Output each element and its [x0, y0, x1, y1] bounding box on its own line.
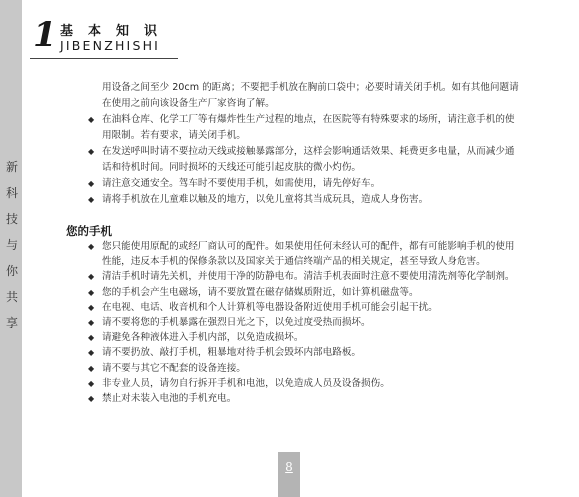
sidebar-char: 共 — [5, 290, 18, 304]
sidebar-vertical-slogan — [5, 160, 19, 342]
diamond-bullet-icon: ◆ — [88, 394, 95, 404]
chapter-pinyin: JIBENZHISHI — [60, 38, 161, 53]
list-item — [86, 391, 524, 406]
diamond-bullet-icon: ◆ — [88, 302, 95, 312]
list-item — [86, 144, 524, 176]
sidebar-char: 新 — [5, 160, 18, 174]
list-item-text: 请将手机放在儿童难以触及的地方，以免儿童将其当成玩具，造成人身伤害。 — [102, 194, 429, 205]
list-item — [86, 300, 524, 315]
list-item — [86, 345, 524, 360]
diamond-bullet-icon: ◆ — [88, 147, 95, 156]
chapter-number: 1 — [33, 15, 57, 55]
list-item — [86, 176, 524, 192]
list-item-text: 在电视、电话、收音机和个人计算机等电器设备附近使用手机可能会引起干扰。 — [102, 301, 438, 313]
list-item-text: 非专业人员，请勿自行拆开手机和电池，以免造成人员及设备损伤。 — [102, 377, 390, 389]
chapter-title: 基本知识 — [60, 24, 173, 39]
list-item — [86, 361, 524, 376]
list-item — [86, 269, 524, 284]
diamond-bullet-icon: ◆ — [88, 287, 95, 297]
diamond-bullet-icon: ◆ — [88, 318, 95, 328]
list-item-text: 请不要与其它不配套的设备连接。 — [102, 362, 246, 374]
list-item-text: 请注意交通安全。驾车时不要使用手机，如需使用，请先停好车。 — [102, 178, 381, 189]
diamond-bullet-icon: ◆ — [88, 378, 95, 388]
list-item — [86, 112, 524, 144]
sidebar-char: 享 — [5, 316, 18, 330]
diamond-bullet-icon: ◆ — [88, 115, 95, 124]
sidebar-char: 技 — [5, 212, 18, 226]
diamond-bullet-icon: ◆ — [88, 348, 95, 358]
diamond-bullet-icon: ◆ — [88, 242, 95, 251]
diamond-bullet-icon: ◆ — [88, 179, 95, 188]
list-item-text: 禁止对未装入电池的手机充电。 — [102, 393, 237, 405]
your-phone-section — [86, 239, 524, 406]
sidebar-char: 与 — [5, 238, 18, 252]
sidebar-char: 科 — [5, 186, 18, 200]
page-number-tab — [278, 452, 300, 497]
diamond-bullet-icon: ◆ — [88, 195, 95, 204]
header-divider — [30, 58, 178, 59]
page-number: 8 — [285, 460, 293, 474]
list-item-text: 请不要将您的手机暴露在强烈日光之下，以免过度受热而损坏。 — [102, 317, 371, 329]
list-item — [86, 330, 524, 345]
section-heading-your-phone: 您的手机 — [66, 224, 112, 238]
diamond-bullet-icon: ◆ — [88, 333, 95, 343]
list-item — [86, 192, 524, 208]
list-item-text: 清洁手机时请先关机，并使用干净的防静电布。清洁手机表面时注意不要使用清洗剂等化学制剂。 — [102, 271, 515, 283]
sidebar-char: 你 — [5, 264, 18, 278]
list-item — [86, 239, 524, 269]
diamond-bullet-icon: ◆ — [88, 363, 95, 373]
list-item-text: 请避免各种液体进入手机内部，以免造成损坏。 — [102, 332, 304, 344]
safety-notes-section — [86, 80, 524, 208]
list-item — [86, 315, 524, 330]
list-item — [86, 80, 524, 112]
list-item-text: 在发送呼叫时请不要拉动天线或接触暴露部分，这样会影响通话效果、耗费更多电量，从而减少通话和待机时间。同时损坏的天线还可能引起皮肤的微小灼伤。 — [102, 146, 515, 173]
list-item — [86, 285, 524, 300]
list-item-text: 您的手机会产生电磁场，请不要放置在磁存储媒质附近，如计算机磁盘等。 — [102, 286, 419, 298]
diamond-bullet-icon: ◆ — [88, 272, 95, 282]
list-item-text: 用设备之间至少 20cm 的距离；不要把手机放在胸前口袋中；必要时请关闭手机。如有其他问题请在使用之前向该设备生产厂家咨询了解。 — [102, 82, 519, 109]
list-item-text: 您只能使用原配的或经厂商认可的配件。如果使用任何未经认可的配件，都有可能影响手机的使用性能，违反本手机的保修条款以及国家关于通信终端产品的相关规定，甚至导致人身危害。 — [102, 241, 515, 268]
list-item-text: 在油料仓库、化学工厂等有爆炸性生产过程的地点，在医院等有特殊要求的场所，请注意手机的使用限制。若有要求，请关闭手机。 — [102, 114, 515, 141]
list-item-text: 请不要扔放、敲打手机，粗暴地对待手机会毁坏内部电路板。 — [102, 347, 362, 359]
list-item — [86, 376, 524, 391]
